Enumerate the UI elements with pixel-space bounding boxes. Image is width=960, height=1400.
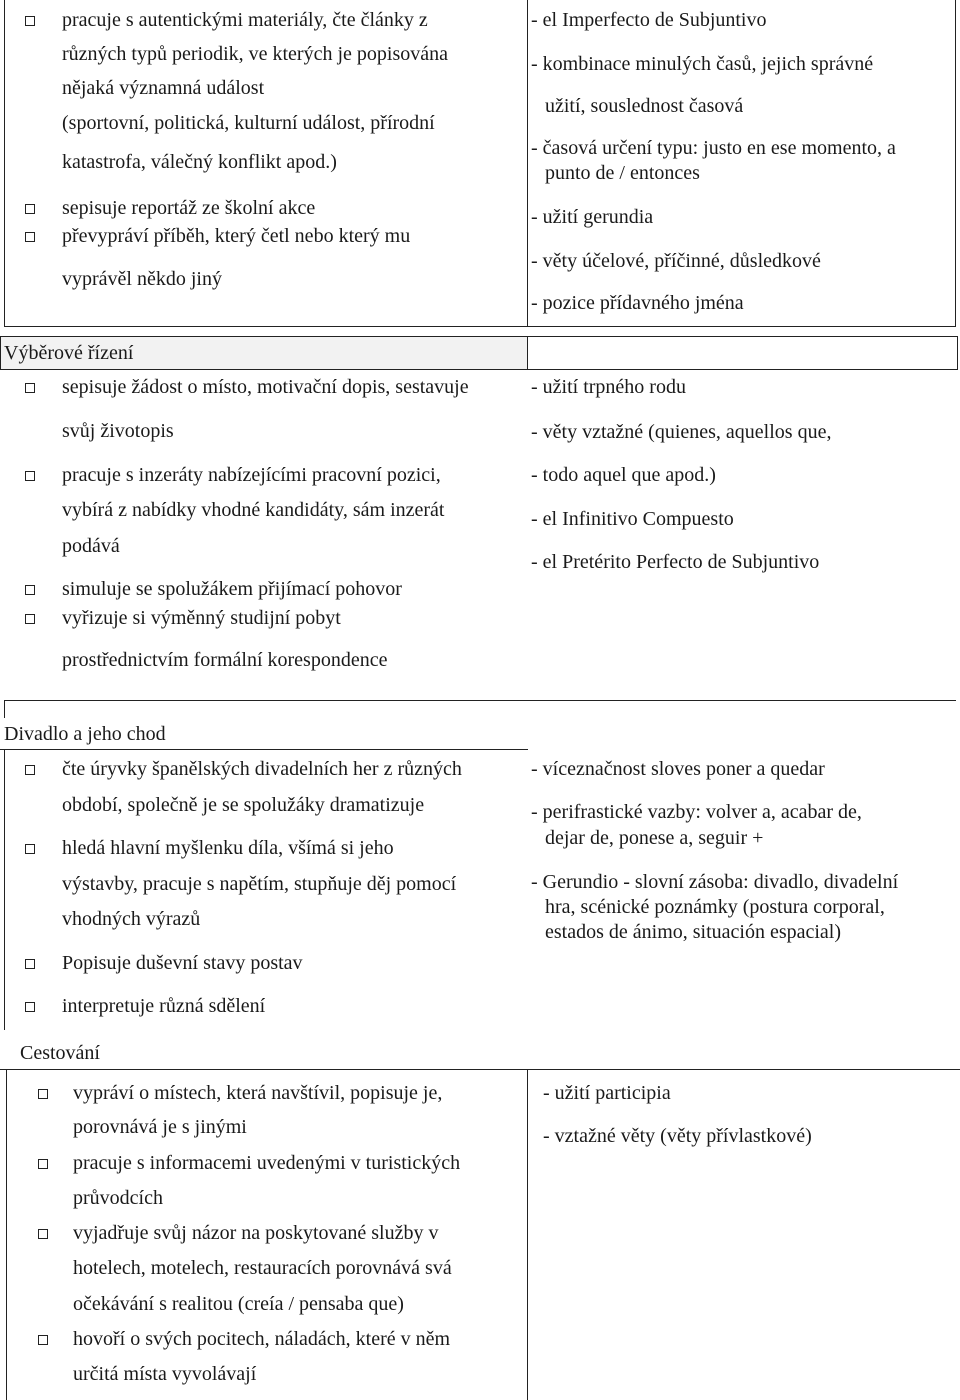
list-item-line: výstavby, pracuje s napětím, stupňuje děj pomocí xyxy=(62,873,457,895)
grammar-item-line: estados de ánimo, situación espacial) xyxy=(545,921,842,943)
section-band-cestovani xyxy=(0,1036,960,1070)
list-item-line: průvodcích xyxy=(73,1187,163,1209)
list-item-line: sepisuje reportáž ze školní akce xyxy=(62,197,316,219)
list-item-line: nějaká významná událost xyxy=(62,77,265,99)
grammar-item-line: hra, scénické poznámky (postura corporal, xyxy=(545,896,885,918)
list-item-line: čte úryvky španělských divadelních her z různých xyxy=(62,758,462,780)
checkbox-bullet-icon xyxy=(25,585,35,595)
grammar-item-line: - časová určení typu: justo en ese momento, a xyxy=(531,137,896,159)
list-item-line: Popisuje duševní stavy postav xyxy=(62,952,303,974)
list-item-line: různých typů periodik, ve kterých je popisována xyxy=(62,43,448,65)
grammar-item-line: - el Imperfecto de Subjuntivo xyxy=(531,9,767,31)
checkbox-bullet-icon xyxy=(25,232,35,242)
grammar-item-line: - užití trpného rodu xyxy=(531,376,686,398)
list-item-line: sepisuje žádost o místo, motivační dopis, sestavuje xyxy=(62,376,469,398)
list-item-line: pracuje s autentickými materiály, čte články z xyxy=(62,9,428,31)
checkbox-bullet-icon xyxy=(38,1335,48,1345)
checkbox-bullet-icon xyxy=(38,1159,48,1169)
grammar-item-line: - perifrastické vazby: volver a, acabar de, xyxy=(531,801,862,823)
checkbox-bullet-icon xyxy=(38,1229,48,1239)
list-item-line: pracuje s inzeráty nabízejícími pracovní pozici, xyxy=(62,464,441,486)
list-item-line: podává xyxy=(62,535,120,557)
list-item-line: vyjadřuje svůj názor na poskytované služby v xyxy=(73,1222,439,1244)
list-item-line: katastrofa, válečný konflikt apod.) xyxy=(62,151,337,173)
list-item-line: vybírá z nabídky vhodné kandidáty, sám inzerát xyxy=(62,499,445,521)
list-item-line: (sportovní, politická, kulturní událost, přírodní xyxy=(62,112,435,134)
row-divider xyxy=(4,700,956,701)
grammar-item-line: - el Pretérito Perfecto de Subjuntivo xyxy=(531,551,820,573)
row-divider xyxy=(4,326,956,327)
list-item-line: hledá hlavní myšlenku díla, všímá si jeho xyxy=(62,837,394,859)
grammar-item-line: - věty účelové, příčinné, důsledkové xyxy=(531,250,821,272)
grammar-item-line: - kombinace minulých časů, jejich správné xyxy=(531,53,874,75)
checkbox-bullet-icon xyxy=(25,471,35,481)
list-item-line: svůj životopis xyxy=(62,420,174,442)
table-left-border xyxy=(4,0,5,326)
list-item-line: vhodných výrazů xyxy=(62,908,201,930)
list-item-line: převypráví příběh, který četl nebo který mu xyxy=(62,225,411,247)
checkbox-bullet-icon xyxy=(25,959,35,969)
section-heading-divadlo: Divadlo a jeho chod xyxy=(4,723,166,745)
grammar-item-line: - věty vztažné (quienes, aquellos que, xyxy=(531,421,832,443)
checkbox-bullet-icon xyxy=(38,1089,48,1099)
table-right-border xyxy=(955,0,956,326)
column-divider xyxy=(527,0,528,326)
checkbox-bullet-icon xyxy=(25,204,35,214)
table-left-border xyxy=(6,1070,7,1400)
list-item-line: očekávání s realitou (creía / pensaba que) xyxy=(73,1293,404,1315)
column-divider xyxy=(527,1070,528,1400)
section-band-vyberove-right xyxy=(527,336,958,370)
section-heading-vyberove: Výběrové řízení xyxy=(4,342,134,364)
checkbox-bullet-icon xyxy=(25,1002,35,1012)
list-item-line: vyprávěl někdo jiný xyxy=(62,268,222,290)
checkbox-bullet-icon xyxy=(25,844,35,854)
grammar-item-line: - el Infinitivo Compuesto xyxy=(531,508,734,530)
list-item-line: pracuje s informacemi uvedenými v turistických xyxy=(73,1152,461,1174)
grammar-item-line: punto de / entonces xyxy=(545,162,700,184)
list-item-line: simuluje se spolužákem přijímací pohovor xyxy=(62,578,402,600)
grammar-item-line: - užití gerundia xyxy=(531,206,654,228)
grammar-item-line: - pozice přídavného jména xyxy=(531,292,744,314)
checkbox-bullet-icon xyxy=(25,383,35,393)
grammar-item-line: - víceznačnost sloves poner a quedar xyxy=(531,758,825,780)
checkbox-bullet-icon xyxy=(25,765,35,775)
section-heading-cestovani: Cestování xyxy=(20,1042,100,1064)
list-item-line: vypráví o místech, která navštívil, popisuje je, xyxy=(73,1082,443,1104)
list-item-line: interpretuje různá sdělení xyxy=(62,995,266,1017)
list-item-line: hotelech, motelech, restauracích porovnává svá xyxy=(73,1257,452,1279)
grammar-item-line: - užití participia xyxy=(543,1082,671,1104)
grammar-item-line: - todo aquel que apod.) xyxy=(531,464,716,486)
list-item-line: období, společně je se spolužáky dramatizuje xyxy=(62,794,425,816)
list-item-line: určitá místa vyvolávají xyxy=(73,1363,257,1385)
grammar-item-line: dejar de, ponese a, seguir + xyxy=(545,827,764,849)
list-item-line: vyřizuje si výměnný studijní pobyt xyxy=(62,607,341,629)
list-item-line: prostřednictvím formální korespondence xyxy=(62,649,388,671)
checkbox-bullet-icon xyxy=(25,16,35,26)
grammar-item-line: užití, souslednost časová xyxy=(545,95,744,117)
grammar-item-line: - Gerundio - slovní zásoba: divadlo, divadelní xyxy=(531,871,899,893)
checkbox-bullet-icon xyxy=(25,614,35,624)
list-item-line: hovoří o svých pocitech, náladách, které v něm xyxy=(73,1328,451,1350)
grammar-item-line: - vztažné věty (věty přívlastkové) xyxy=(543,1125,812,1147)
list-item-line: porovnává je s jinými xyxy=(73,1116,247,1138)
